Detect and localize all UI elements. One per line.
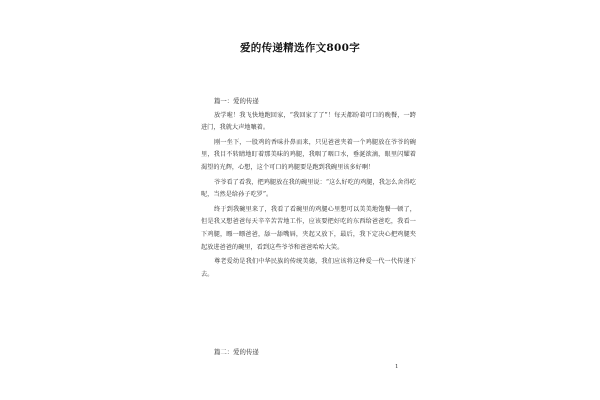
page-number: 1 [395,364,399,370]
section-1-heading: 篇一：爱的传递 [214,97,259,105]
paragraph-1: 放学啦！我飞快地跑回家，“我回家了了”！每天都盼着可口的晚餐，一跨进门，我就大声地嚷着。 [201,111,416,132]
section-2 [201,346,259,361]
paragraph-2: 刚一坐下，一股鸡的香味扑鼻而来，只见爸爸夹着一个鸡腿放在爷爷的碗里，我目不转睛地盯着那美味的鸡腿，我咽了咽口水，垂涎欲滴，眼里闪耀着渴望的光辉，心想，这个可口的鸡腿要是跑到我碗里该多好啊！ [201,138,416,171]
section-2-heading: 篇二：爱的传递 [214,348,259,356]
paragraph-4: 终于到我碗里来了，我看了看碗里的鸡腿心里想可以美美地饱餐一顿了，但是我又想爸爸每天辛辛苦苦地工作，应该要把好吃的东西给爸爸吃，我看一下鸡腿，瞟一瞟爸爸，舔一舔嘴唇，夹起又放下，最后，我下定决心把鸡腿夹起放进爸爸的碗里，看到这些爷爷和爸爸哈哈大笑。 [201,205,416,251]
paragraph-3: 爷爷看了看我，把鸡腿放在我的碗里说：“这么好吃的鸡腿，我怎么舍得吃呢，当然是给孙子吃罗”。 [201,178,416,199]
document-title: 爱的传递精选作文800字 [239,42,361,54]
paragraph-5: 尊老爱幼是我们中华民族的传统美德，我们应该将这种爱一代一代传递下去。 [201,258,416,278]
section-1 [201,95,416,283]
